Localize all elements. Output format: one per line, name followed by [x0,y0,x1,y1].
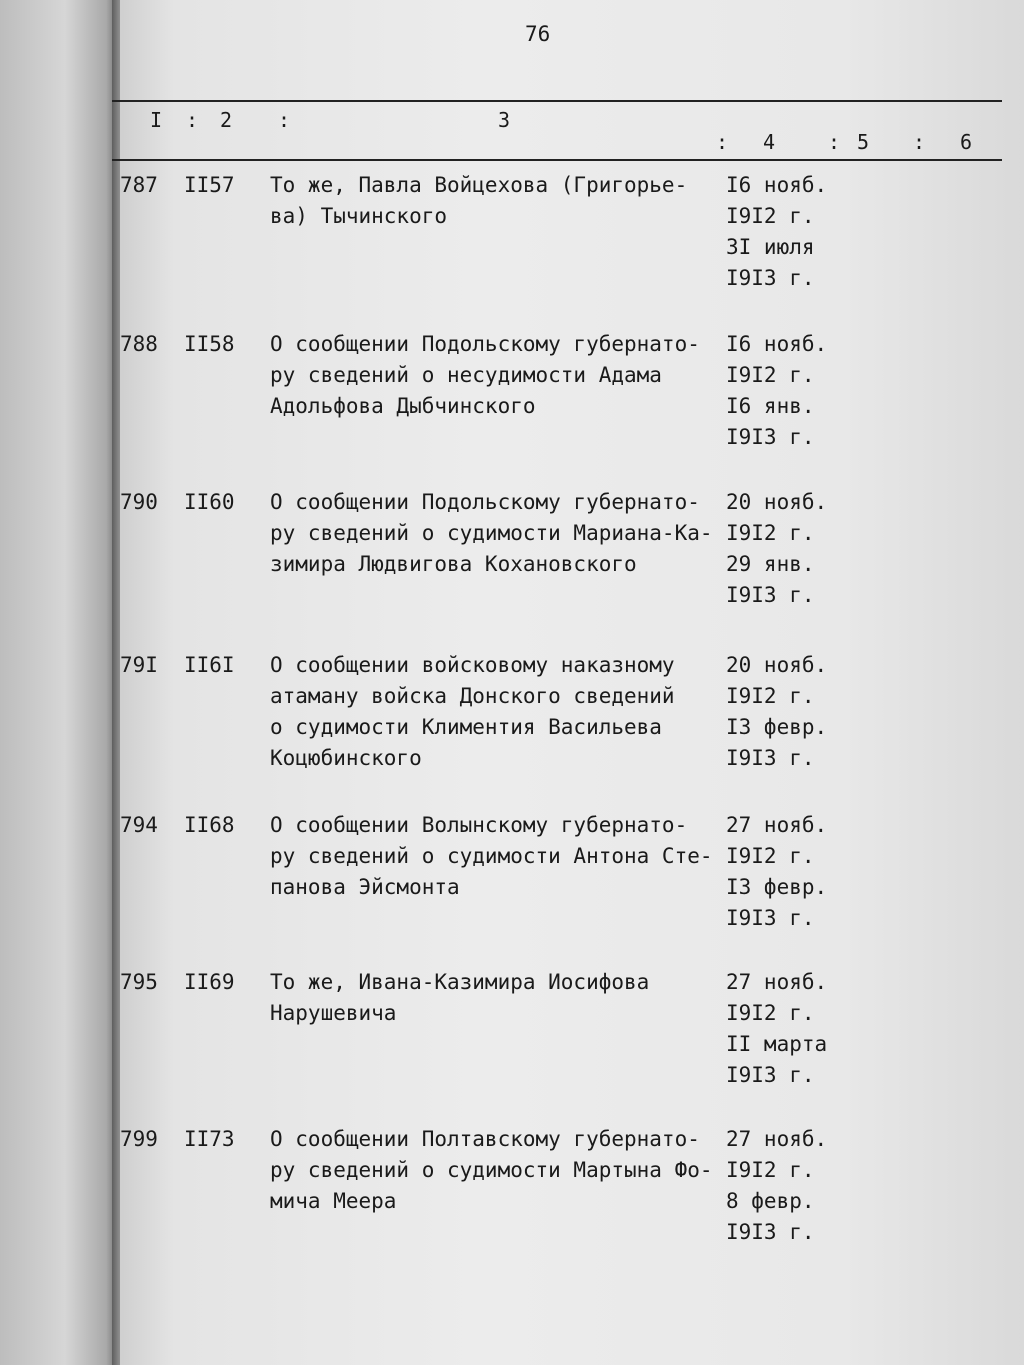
date-line: 27 нояб. [726,813,828,837]
description-line: О сообщении Волынскому губернато- [270,813,688,837]
date-line: I9I2 г. [726,844,815,868]
description-line: о судимости Климентия Васильева [270,715,662,739]
archive-number: II58 [184,332,235,356]
date-line: II марта [726,1032,828,1056]
entry-number: 787 [120,173,158,197]
date-line: I9I2 г. [726,521,815,545]
entry-description [270,967,730,1029]
date-line: I9I2 г. [726,1001,815,1025]
entry-dates [726,1124,827,1248]
archive-number: II73 [184,1127,235,1151]
archive-number: II69 [184,970,235,994]
date-line: I9I3 г. [726,1220,815,1244]
entry-dates [726,487,827,611]
entry-dates [726,329,827,453]
archive-number: II57 [184,173,235,197]
date-line: I9I3 г. [726,746,815,770]
date-line: I9I2 г. [726,204,815,228]
entry-number: 799 [120,1127,158,1151]
archive-number: II68 [184,813,235,837]
document-page [120,0,1024,1365]
header-col-5: 5 [857,130,870,154]
entry-dates [726,170,827,294]
header-col-3: 3 [498,108,511,132]
description-line: ру сведений о несудимости Адама [270,363,662,387]
description-line: Адольфова Дыбчинского [270,394,536,418]
entry-number: 790 [120,490,158,514]
header-separator: : [913,130,926,154]
date-line: I3 февр. [726,715,828,739]
description-line: ру сведений о судимости Мартына Фо- [270,1158,713,1182]
description-line: То же, Павла Войцехова (Григорье- [270,173,688,197]
description-line: Коцюбинского [270,746,422,770]
description-line: атаману войска Донского сведений [270,684,675,708]
date-line: I9I3 г. [726,583,815,607]
description-line: Нарушевича [270,1001,397,1025]
date-line: 27 нояб. [726,970,828,994]
archive-number: II60 [184,490,235,514]
header-separator: : [828,130,841,154]
date-line: 3I июля [726,235,815,259]
date-line: I6 янв. [726,394,815,418]
date-line: I6 нояб. [726,173,828,197]
entry-number: 79I [120,653,158,677]
date-line: I9I3 г. [726,266,815,290]
date-line: I6 нояб. [726,332,828,356]
description-line: О сообщении Подольскому губернато- [270,490,700,514]
date-line: 27 нояб. [726,1127,828,1151]
date-line: I9I3 г. [726,425,815,449]
date-line: I9I2 г. [726,1158,815,1182]
page-number: 76 [525,22,551,46]
description-line: О сообщении войсковому наказному [270,653,675,677]
description-line: панова Эйсмонта [270,875,460,899]
description-line: ва) Тычинского [270,204,448,228]
entry-description [270,329,730,422]
description-line: ру сведений о судимости Антона Сте- [270,844,713,868]
header-col-2: 2 [220,108,233,132]
entry-description [270,487,730,580]
entry-description [270,1124,730,1217]
table-header-top-rule [112,100,1002,102]
entry-number: 794 [120,813,158,837]
table-header-bottom-rule [112,159,1002,161]
header-col-1: I [150,108,163,132]
entry-dates [726,650,827,774]
header-separator: : [186,108,199,132]
entry-description [270,650,730,774]
facing-page-edge [0,0,118,1365]
entry-description [270,810,730,903]
entry-dates [726,810,827,934]
date-line: I9I2 г. [726,363,815,387]
header-separator: : [278,108,291,132]
entry-description [270,170,730,232]
date-line: 8 февр. [726,1189,815,1213]
header-col-6: 6 [960,130,973,154]
date-line: 20 нояб. [726,490,828,514]
description-line: О сообщении Полтавскому губернато- [270,1127,700,1151]
header-col-4: 4 [763,130,776,154]
header-separator: : [716,130,729,154]
entry-number: 795 [120,970,158,994]
description-line: зимира Людвигова Кохановского [270,552,637,576]
date-line: I3 февр. [726,875,828,899]
description-line: О сообщении Подольскому губернато- [270,332,700,356]
date-line: 20 нояб. [726,653,828,677]
date-line: I9I3 г. [726,906,815,930]
description-line: мича Меера [270,1189,397,1213]
date-line: 29 янв. [726,552,815,576]
entry-number: 788 [120,332,158,356]
date-line: I9I3 г. [726,1063,815,1087]
archive-number: II6I [184,653,235,677]
entry-dates [726,967,827,1091]
description-line: То же, Ивана-Казимира Иосифова [270,970,650,994]
date-line: I9I2 г. [726,684,815,708]
description-line: ру сведений о судимости Мариана-Ка- [270,521,713,545]
